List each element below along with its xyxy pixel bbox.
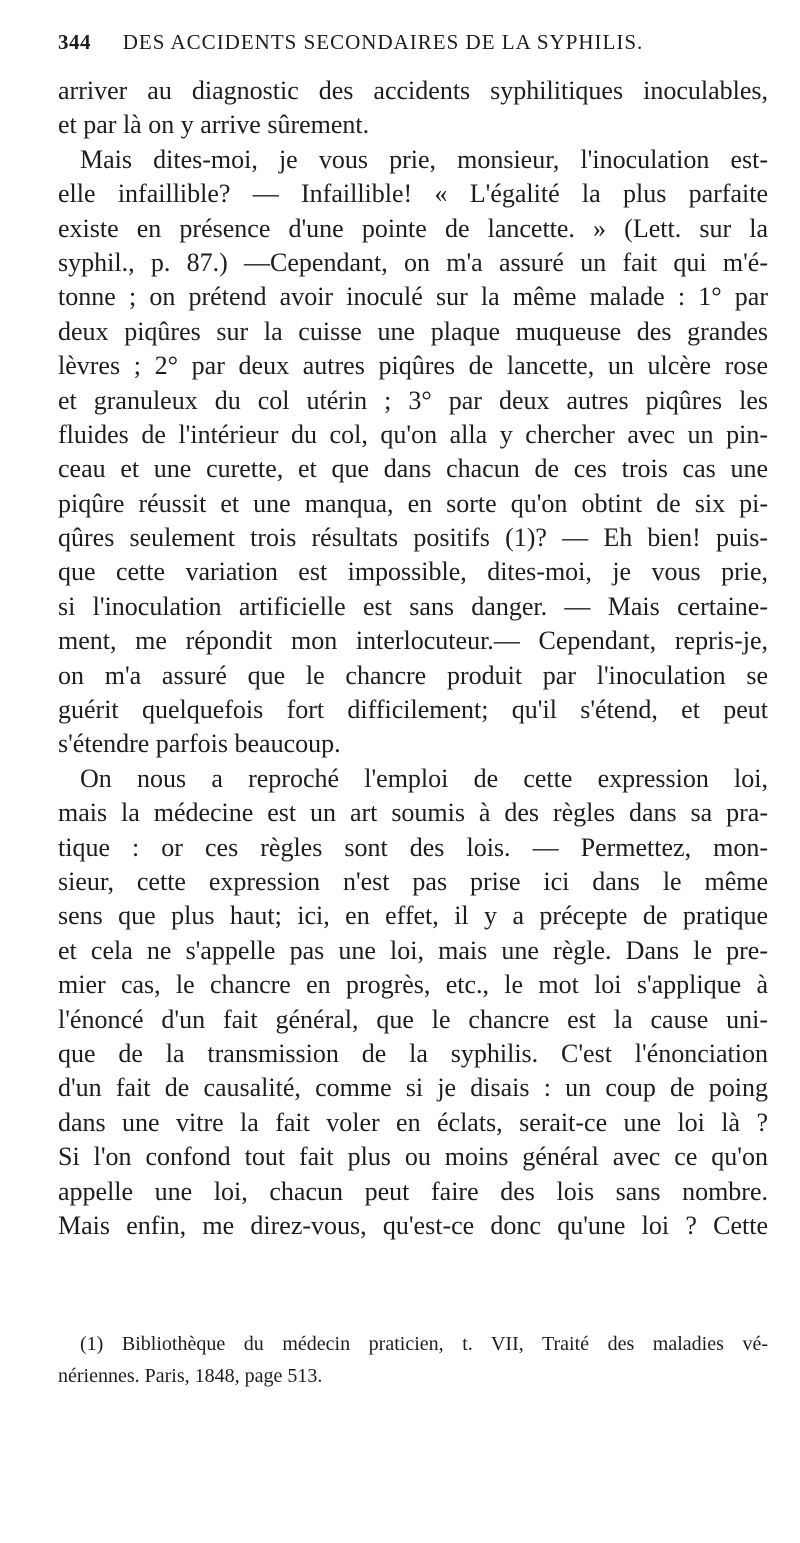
text-line: ment, me répondit mon interlocuteur.— Cependant, repris-je, (58, 626, 768, 656)
footnote-line: nériennes. Paris, 1848, page 513. (58, 1365, 323, 1387)
text-line: Mais enfin, me direz-vous, qu'est-ce donc qu'une loi ? Cette (58, 1210, 768, 1240)
text-line: d'un fait de causalité, comme si je disais : un coup de poing (58, 1073, 768, 1103)
body-text (58, 74, 768, 1243)
text-line: Mais dites-moi, je vous prie, monsieur, l'inoculation est- (80, 144, 768, 174)
running-head (58, 30, 758, 60)
footnote-line: (1) Bibliothèque du médecin praticien, t. VII, Traité des maladies vé- (80, 1333, 768, 1355)
page-number: 344 (58, 30, 91, 54)
text-line: s'étendre parfois beaucoup. (58, 729, 341, 759)
text-line: deux piqûres sur la cuisse une plaque muqueuse des grandes (58, 316, 768, 346)
text-line: dans une vitre la fait voler en éclats, serait-ce une loi là ? (58, 1107, 768, 1137)
text-line: elle infaillible? — Infaillible! « L'égalité la plus parfaite (58, 179, 768, 209)
text-line: guérit quelquefois fort difficilement; qu'il s'étend, et peut (58, 695, 768, 725)
text-line: que de la transmission de la syphilis. C'est l'énonciation (58, 1038, 768, 1068)
text-line: On nous a reproché l'emploi de cette expression loi, (80, 763, 768, 793)
text-line: qûres seulement trois résultats positifs (1)? — Eh bien! puis- (58, 523, 768, 553)
text-line: syphil., p. 87.) —Cependant, on m'a assuré un fait qui m'é- (58, 247, 768, 277)
text-line: on m'a assuré que le chancre produit par l'inoculation se (58, 660, 768, 690)
text-line: Si l'on confond tout fait plus ou moins général avec ce qu'on (58, 1142, 768, 1172)
text-line: arriver au diagnostic des accidents syphilitiques inoculables, (58, 76, 768, 105)
text-line: tique : or ces règles sont des lois. — Permettez, mon- (58, 832, 768, 862)
text-line: et cela ne s'appelle pas une loi, mais une règle. Dans le pre- (58, 935, 768, 965)
text-line: existe en présence d'une pointe de lancette. » (Lett. sur la (58, 213, 768, 243)
text-line: appelle une loi, chacun peut faire des lois sans nombre. (58, 1176, 768, 1206)
text-line: piqûre réussit et une manqua, en sorte qu'on obtint de six pi- (58, 488, 768, 518)
footnote (58, 1328, 768, 1392)
text-line: sens que plus haut; ici, en effet, il y a précepte de pratique (58, 901, 768, 931)
running-title: DES ACCIDENTS SECONDAIRES DE LA SYPHILIS. (122, 30, 644, 54)
text-line: l'énoncé d'un fait général, que le chancre est la cause uni- (58, 1004, 768, 1034)
text-line: lèvres ; 2° par deux autres piqûres de lancette, un ulcère rose (58, 351, 768, 381)
text-line: que cette variation est impossible, dites-moi, je vous prie, (58, 557, 768, 587)
text-line: si l'inoculation artificielle est sans danger. — Mais certaine- (58, 591, 768, 621)
text-line: ceau et une curette, et que dans chacun de ces trois cas une (58, 454, 768, 484)
text-line: et par là on y arrive sûrement. (58, 110, 370, 140)
text-line: et granuleux du col utérin ; 3° par deux autres piqûres les (58, 385, 768, 415)
text-line: sieur, cette expression n'est pas prise ici dans le même (58, 866, 768, 896)
text-line: mais la médecine est un art soumis à des règles dans sa pra- (58, 798, 768, 828)
text-line: tonne ; on prétend avoir inoculé sur la même malade : 1° par (58, 282, 768, 312)
text-line: fluides de l'intérieur du col, qu'on alla y chercher avec un pin- (58, 419, 768, 449)
text-line: mier cas, le chancre en progrès, etc., le mot loi s'applique à (58, 970, 768, 1000)
